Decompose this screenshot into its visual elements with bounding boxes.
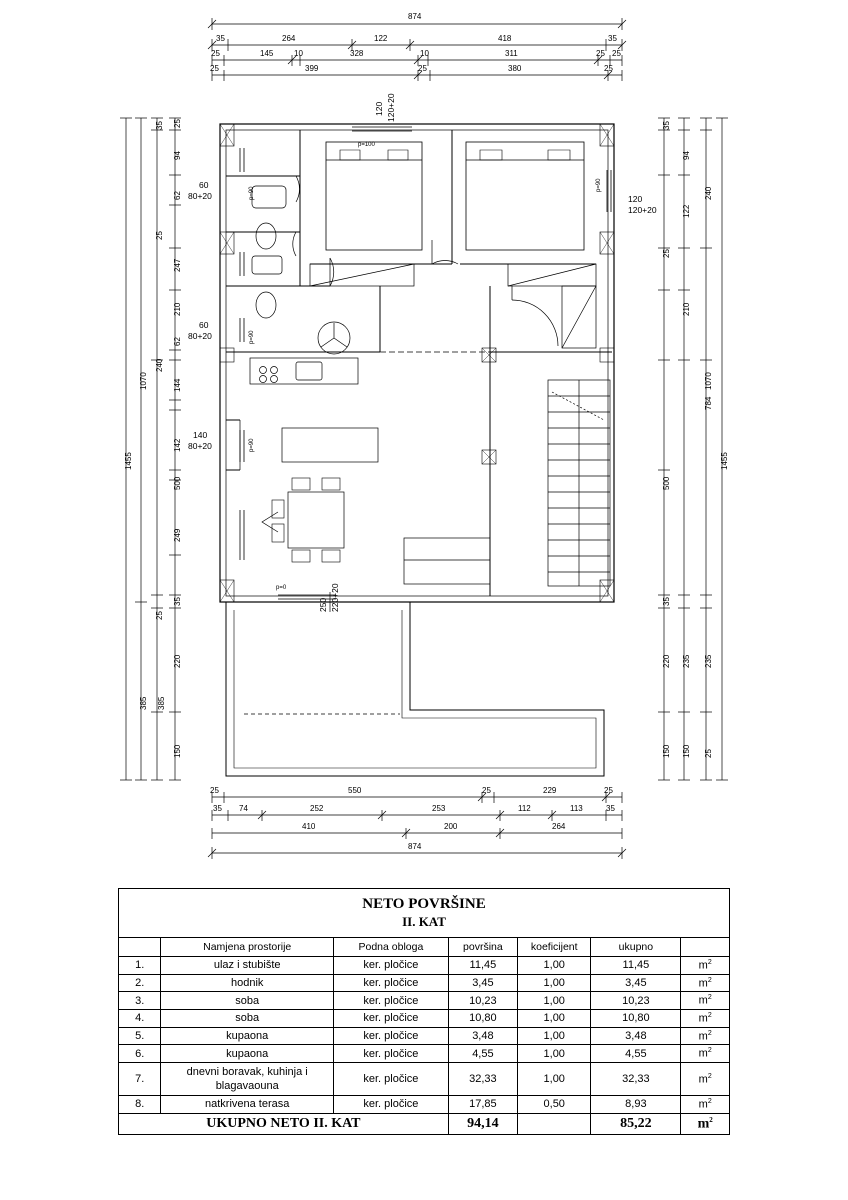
dim-bot2-35: 35	[213, 804, 222, 813]
dim-right-240: 240	[704, 186, 713, 200]
row-floor: ker. pločice	[334, 1095, 449, 1113]
dim-top4-25c: 25	[604, 64, 613, 73]
dim-left-150: 150	[173, 744, 182, 758]
row-area: 11,45	[448, 957, 517, 975]
row-name: natkrivena terasa	[161, 1095, 334, 1113]
row-floor: ker. pločice	[334, 992, 449, 1010]
row-unit: $m^2$	[681, 1045, 730, 1063]
dim-top2-418: 418	[498, 34, 512, 43]
opening-door-living-h: 80+20	[188, 441, 212, 451]
table-row	[119, 1045, 730, 1063]
dim-bot2-112: 112	[518, 804, 531, 813]
row-coef: 1,00	[518, 974, 591, 992]
dim-top3-311: 311	[505, 49, 518, 58]
opening-right-window-h: 120+20	[628, 205, 657, 215]
areas-table	[118, 888, 730, 1135]
dim-right-150: 150	[662, 744, 671, 758]
dim-bot1-25: 25	[210, 786, 219, 795]
row-unit: $m^2$	[681, 1062, 730, 1095]
row-no: 6.	[119, 1045, 161, 1063]
row-unit: $m^2$	[681, 974, 730, 992]
dim-left-144: 144	[173, 378, 182, 392]
dim-top2-122: 122	[374, 34, 388, 43]
row-unit: $m^2$	[681, 992, 730, 1010]
dim-left-247: 247	[173, 258, 182, 272]
dim-right-235: 235	[704, 654, 713, 668]
dim-bot4-874: 874	[408, 842, 422, 851]
row-coef: 1,00	[518, 1062, 591, 1095]
row-no: 7.	[119, 1062, 161, 1095]
dim-bot1-25b: 25	[482, 786, 491, 795]
dim-right-94: 94	[682, 151, 691, 160]
row-total: 4,55	[591, 1045, 681, 1063]
row-coef: 1,00	[518, 1009, 591, 1027]
dim-top3-10b: 10	[420, 49, 429, 58]
row-floor: ker. pločice	[334, 957, 449, 975]
row-name: soba	[161, 992, 334, 1010]
dim-right-150b: 150	[682, 744, 691, 758]
dim-left-385b: 385	[157, 696, 166, 710]
table-row	[119, 1027, 730, 1045]
row-unit: $m^2$	[681, 957, 730, 975]
row-total: 32,33	[591, 1062, 681, 1095]
table-header-row	[119, 938, 730, 957]
row-coef: 0,50	[518, 1095, 591, 1113]
parapet-6: p=0	[276, 585, 287, 591]
parapet-5: p=90	[249, 438, 255, 452]
table-row	[119, 957, 730, 975]
row-area: 17,85	[448, 1095, 517, 1113]
parapet-1: p=100	[358, 142, 375, 148]
opening-right-window-w: 120	[628, 194, 643, 204]
row-total: 3,48	[591, 1027, 681, 1045]
header-unit	[681, 938, 730, 957]
row-name: hodnik	[161, 974, 334, 992]
dim-bot2-74: 74	[239, 804, 248, 813]
row-unit: $m^2$	[681, 1009, 730, 1027]
header-no	[119, 938, 161, 957]
row-name: kupaona	[161, 1045, 334, 1063]
dim-top3-328: 328	[350, 49, 364, 58]
dim-left-25b: 25	[155, 611, 164, 620]
dim-right-1070: 1070	[704, 372, 713, 390]
dim-left-1455: 1455	[124, 452, 133, 470]
opening-door-living-w: 140	[193, 430, 208, 440]
row-floor: ker. pločice	[334, 1045, 449, 1063]
row-floor: ker. pločice	[334, 1062, 449, 1095]
table-row	[119, 974, 730, 992]
row-total: 10,23	[591, 992, 681, 1010]
opening-terrace-door-h: 220+20	[330, 583, 340, 612]
dim-left-94: 94	[173, 151, 182, 160]
dim-top2-264: 264	[282, 34, 296, 43]
dim-top3-10: 10	[294, 49, 303, 58]
parapet-2: p=90	[596, 178, 602, 192]
dim-left-240: 25	[155, 231, 164, 240]
opening-top-window-h: 120+20	[386, 93, 396, 122]
dim-bot3-410: 410	[302, 822, 316, 831]
dim-left-62b: 62	[173, 337, 182, 346]
parapet-3: p=90	[249, 186, 255, 200]
table-title-row	[119, 889, 730, 938]
opening-door-bath-1-h: 80+20	[188, 191, 212, 201]
dim-top3-25: 25	[211, 49, 220, 58]
table-row	[119, 1009, 730, 1027]
dim-top2-35b: 35	[608, 34, 617, 43]
dim-right-784: 784	[704, 396, 713, 410]
dim-left-25: 240	[155, 358, 164, 372]
dim-left-142: 142	[173, 438, 182, 452]
table-row	[119, 1062, 730, 1095]
opening-door-bath-1-w: 60	[199, 180, 209, 190]
table-footer-row	[119, 1113, 730, 1135]
dim-top4-380: 380	[508, 64, 522, 73]
table-title: NETO POVRŠINE	[362, 896, 486, 912]
dim-right-122: 122	[682, 204, 691, 218]
row-area: 4,55	[448, 1045, 517, 1063]
row-area: 10,23	[448, 992, 517, 1010]
row-name: ulaz i stubište	[161, 957, 334, 975]
row-coef: 1,00	[518, 992, 591, 1010]
row-no: 8.	[119, 1095, 161, 1113]
dim-left-62: 62	[173, 191, 182, 200]
table-subtitle: II. KAT	[402, 914, 446, 929]
footer-area: 94,14	[448, 1113, 517, 1135]
row-unit: $m^2$	[681, 1095, 730, 1113]
header-name: Namjena prostorije	[161, 938, 334, 957]
row-name: kupaona	[161, 1027, 334, 1045]
row-total: 3,45	[591, 974, 681, 992]
dim-bot3-264: 264	[552, 822, 566, 831]
row-area: 3,48	[448, 1027, 517, 1045]
row-no: 1.	[119, 957, 161, 975]
dim-left-35b: 35	[173, 597, 182, 606]
row-no: 3.	[119, 992, 161, 1010]
footer-blank	[518, 1113, 591, 1135]
footer-total: 85,22	[591, 1113, 681, 1135]
dim-top4-399: 399	[305, 64, 319, 73]
dim-right-35: 35	[662, 121, 671, 130]
dim-left-220: 220	[173, 654, 182, 668]
row-area: 32,33	[448, 1062, 517, 1095]
table-row	[119, 1095, 730, 1113]
dim-left-1070: 1070	[139, 372, 148, 390]
header-area: površina	[448, 938, 517, 957]
dim-bot2-253: 253	[432, 804, 446, 813]
row-total: 10,80	[591, 1009, 681, 1027]
dim-bot2-252: 252	[310, 804, 324, 813]
dim-top4-25: 25	[210, 64, 219, 73]
footer-unit: $m^2$	[681, 1113, 730, 1135]
dim-left-35: 35	[155, 121, 164, 130]
row-no: 4.	[119, 1009, 161, 1027]
header-coef: koeficijent	[518, 938, 591, 957]
row-name: dnevni boravak, kuhinja i blagavaouna	[161, 1062, 334, 1095]
dim-right-210: 210	[682, 302, 691, 316]
table-row	[119, 992, 730, 1010]
row-total: 8,93	[591, 1095, 681, 1113]
row-coef: 1,00	[518, 1027, 591, 1045]
footer-label: UKUPNO NETO II. KAT	[119, 1113, 449, 1135]
opening-door-bath-2-w: 60	[199, 320, 209, 330]
dim-bot3-200: 200	[444, 822, 458, 831]
row-coef: 1,00	[518, 957, 591, 975]
dim-left-25c: 25	[173, 119, 182, 128]
dim-bot2-35b: 35	[606, 804, 615, 813]
dim-left-210: 210	[173, 302, 182, 316]
dim-bot1-25c: 25	[604, 786, 613, 795]
header-floor: Podna obloga	[334, 938, 449, 957]
row-no: 2.	[119, 974, 161, 992]
dim-left-385: 385	[139, 696, 148, 710]
dim-right-1455: 1455	[720, 452, 729, 470]
dim-bot2-113: 113	[570, 804, 583, 813]
row-coef: 1,00	[518, 1045, 591, 1063]
opening-terrace-door-w: 250	[318, 597, 328, 612]
dim-top3-25c: 25	[612, 49, 621, 58]
dim-top4-25b: 25	[418, 64, 427, 73]
header-total: ukupno	[591, 938, 681, 957]
dim-right-220: 220	[662, 654, 671, 668]
dim-right-150c: 25	[704, 749, 713, 758]
dim-top-874: 874	[408, 12, 422, 21]
row-unit: $m^2$	[681, 1027, 730, 1045]
row-floor: ker. pločice	[334, 1009, 449, 1027]
opening-door-bath-2-h: 80+20	[188, 331, 212, 341]
dim-right-25: 25	[662, 249, 671, 258]
dim-left-249: 249	[173, 528, 182, 542]
dim-left-500: 500	[173, 476, 182, 490]
dim-top2-35: 35	[216, 34, 225, 43]
parapet-4: p=90	[249, 330, 255, 344]
row-floor: ker. pločice	[334, 1027, 449, 1045]
row-name: soba	[161, 1009, 334, 1027]
dim-right-35b: 35	[662, 597, 671, 606]
dim-right-500: 500	[662, 476, 671, 490]
row-total: 11,45	[591, 957, 681, 975]
dim-top3-25b: 25	[596, 49, 605, 58]
dim-bot1-550: 550	[348, 786, 362, 795]
opening-top-window-w: 120	[374, 101, 384, 116]
dim-right-235b: 235	[682, 654, 691, 668]
row-no: 5.	[119, 1027, 161, 1045]
row-area: 3,45	[448, 974, 517, 992]
row-floor: ker. pločice	[334, 974, 449, 992]
dim-bot1-229: 229	[543, 786, 557, 795]
row-area: 10,80	[448, 1009, 517, 1027]
net-areas-table	[118, 888, 730, 1135]
dim-top3-145: 145	[260, 49, 274, 58]
